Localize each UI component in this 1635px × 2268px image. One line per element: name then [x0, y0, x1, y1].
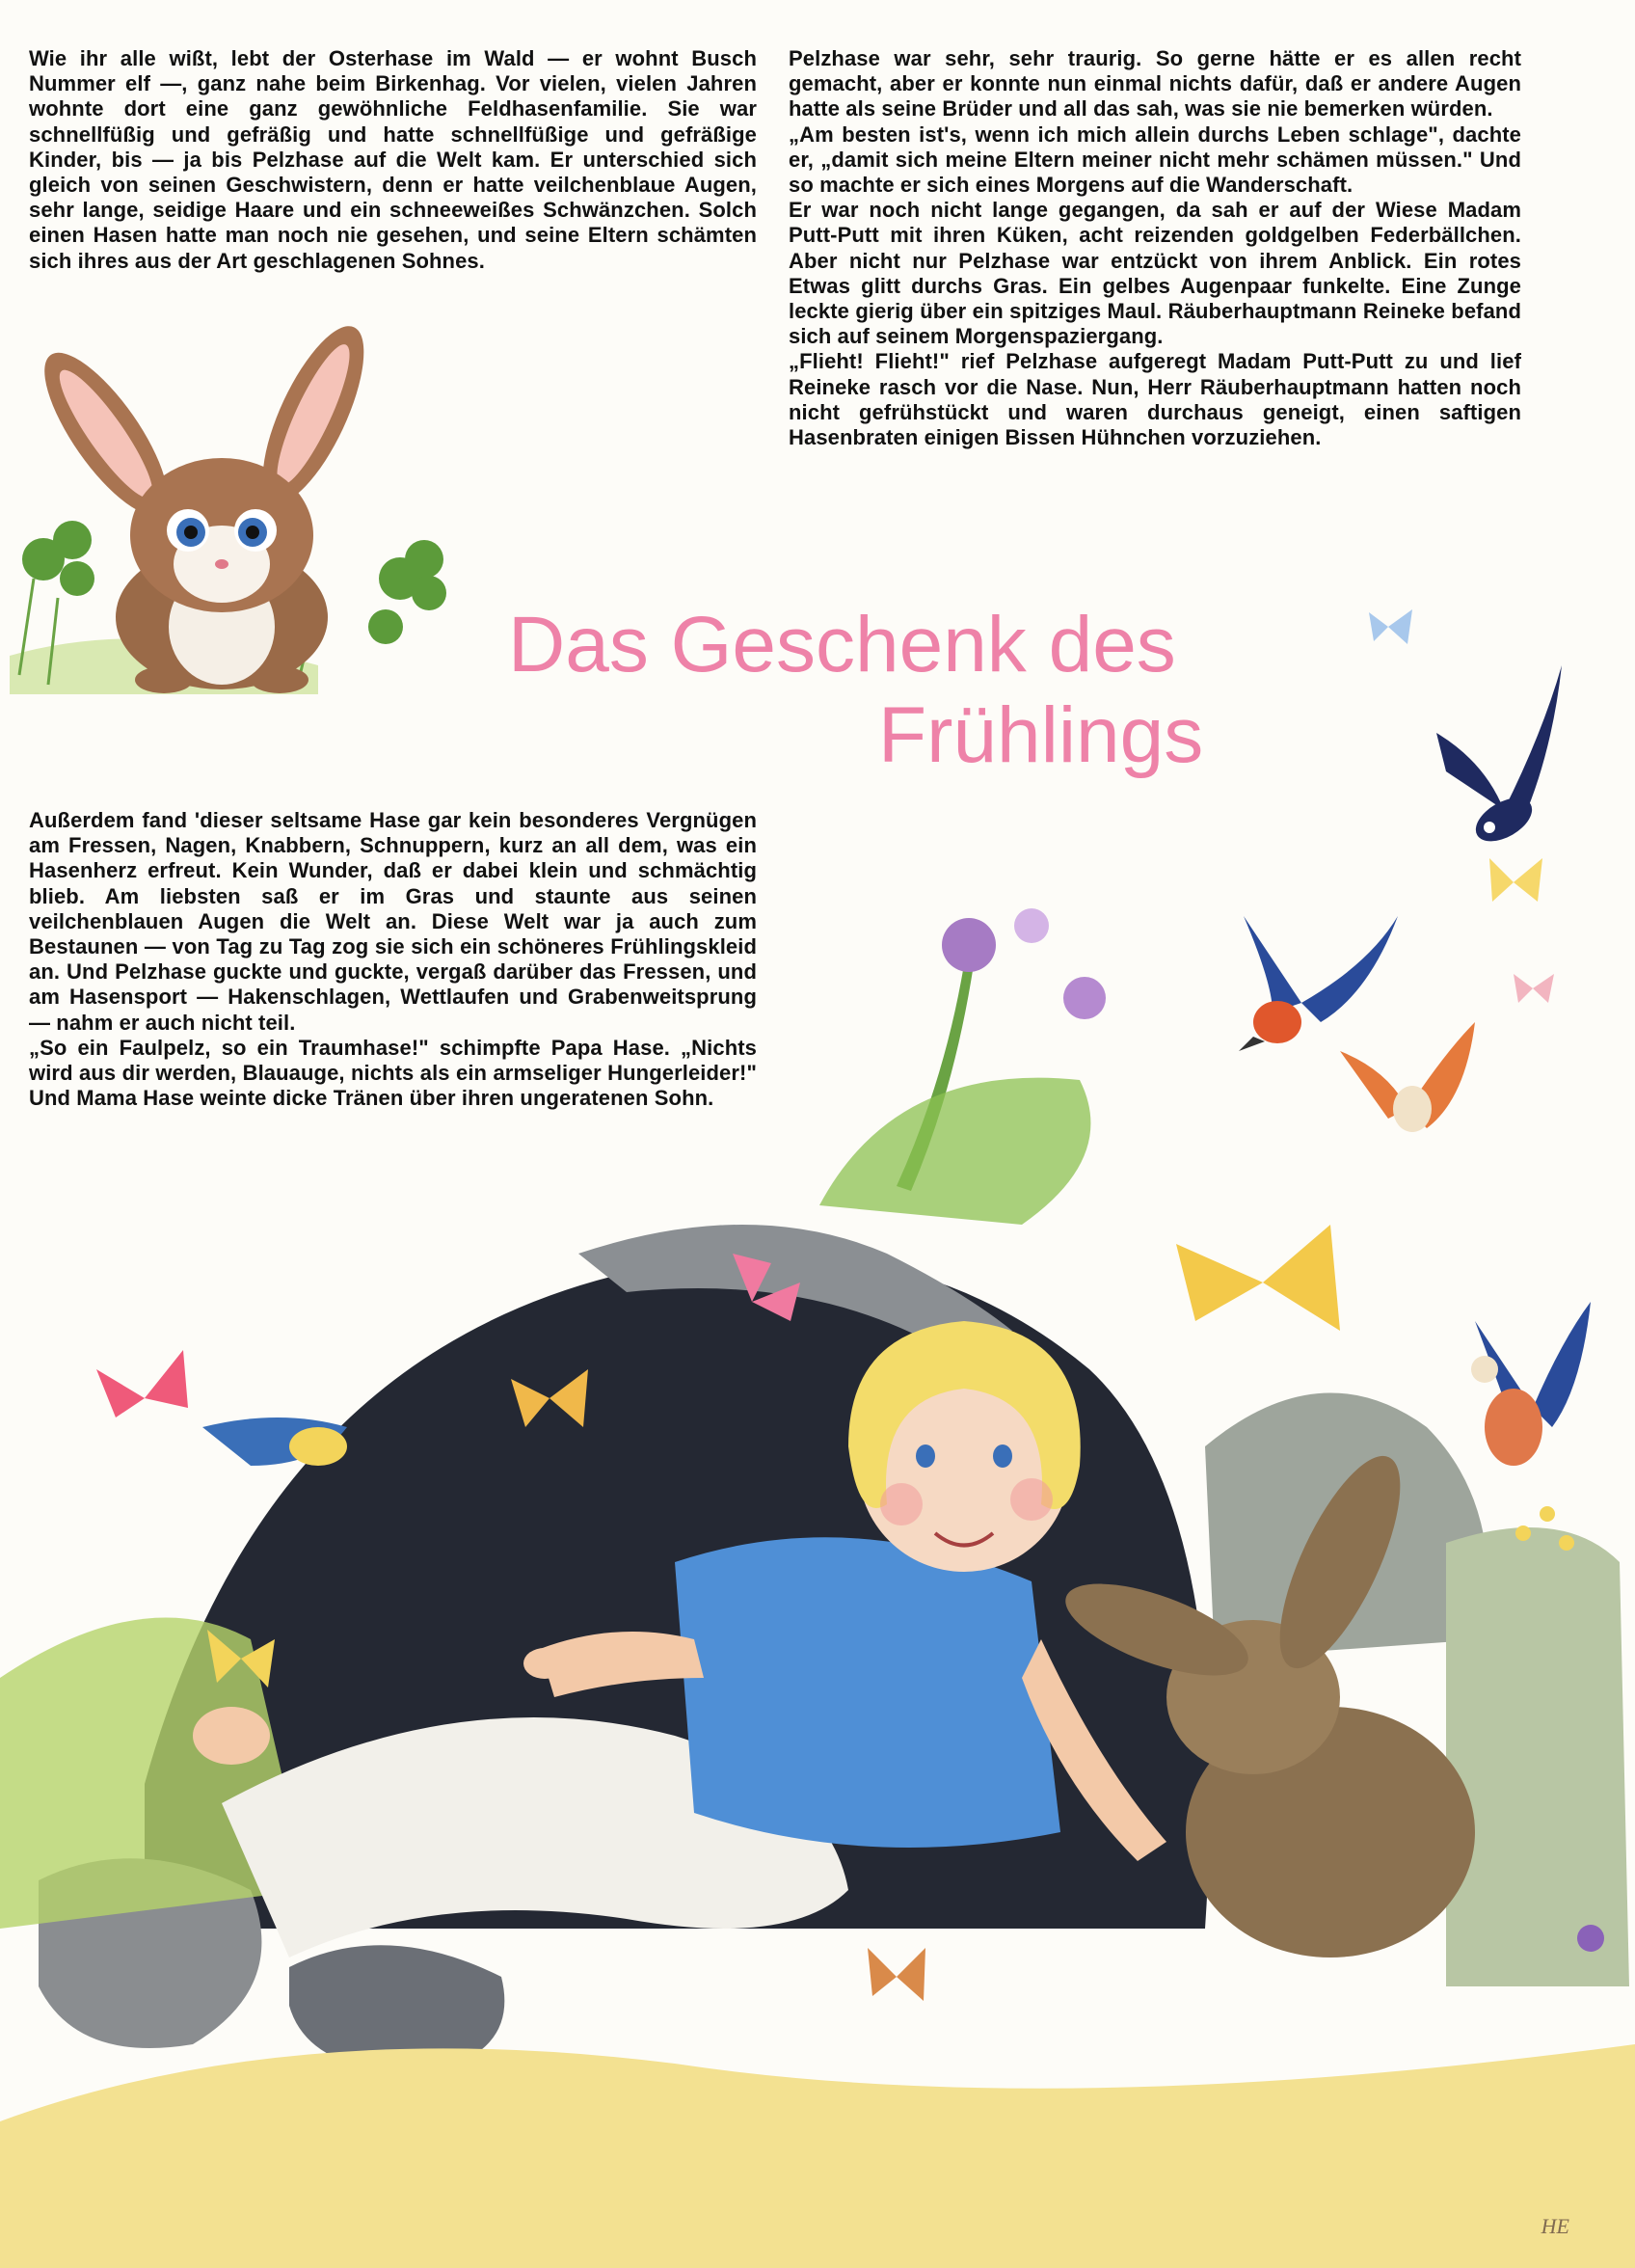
article-title-line-1: Das Geschenk des — [508, 601, 1176, 688]
paragraph: Außerdem fand 'dieser seltsame Hase gar kein besonderes Vergnügen am Fressen, Nagen, Knabbern, Schnuppern, kurz an all dem, was ein Hasenherz erfreut. Kein Wunder, daß er dabei klein und schmächtig blieb. Am liebsten saß er im Gras und staunte aus seinen veilchenblauen Augen die Welt an. Diese Welt war ja auch zum Bestaunen — von Tag zu Tag zog sie sich ein schöneres Frühlingskleid an. Und Pelzhase guckte und guckte, vergaß darüber das Fressen, und am Hasensport — Hakenschlagen, Wettlaufen und Grabenweitsprung — nahm er auch nicht teil. — [29, 808, 757, 1035]
bunny-illustration — [10, 313, 446, 694]
article-title-line-2: Frühlings — [878, 691, 1204, 779]
butterfly-icon — [1369, 609, 1412, 644]
butterfly-icon — [868, 1948, 925, 2001]
paragraph: „Am besten ist's, wenn ich mich allein durchs Leben schlage", dachte er, „damit sich meine Eltern meiner nicht mehr schämen müssen." Und so machte er sich eines Morgens auf die Wanderschaft. — [789, 122, 1521, 198]
paragraph: Wie ihr alle wißt, lebt der Osterhase im Wald — er wohnt Busch Nummer elf —, ganz nahe beim Birkenhag. Vor vielen, vielen Jahren wohnte dort eine ganz gewöhnliche Feldhasenfamilie. Sie war schnellfüßig und gefräßig und hatte schnellfüßige und gefräßige Kinder, bis — ja bis Pelzhase auf die Welt kam. Er unterschied sich gleich von seinen Geschwistern, denn er hatte veilchenblaue Augen, sehr lange, seidige Haare und ein schneeweißes Schwänzchen. Solch einen Hasen hatte man noch nie gesehen, und seine Eltern schämten sich ihres aus der Art geschlagenen Sohnes. — [29, 46, 757, 273]
paragraph: „So ein Faulpelz, so ein Traumhase!" schimpfte Papa Hase. „Nichts wird aus dir werden, Blauauge, nichts als ein armseliger Hungerleider!" Und Mama Hase weinte dicke Tränen über ihren ungeratenen Sohn. — [29, 1035, 757, 1111]
swallow-bird — [1436, 665, 1562, 850]
butterfly-icon — [1176, 1225, 1340, 1331]
butterfly-icon — [96, 1350, 188, 1418]
bird-red-1 — [1239, 916, 1398, 1051]
ground — [0, 2044, 1635, 2268]
paragraph: Pelzhase war sehr, sehr traurig. So gerne hätte er es allen recht gemacht, aber er konnte nun einmal nichts dafür, daß er andere Augen hatte als seine Brüder und all das sah, was sie nie bemerken würden. — [789, 46, 1521, 122]
bird-blue — [1471, 1302, 1591, 1466]
flower-cluster — [819, 908, 1106, 1225]
butterfly-icon — [1489, 858, 1542, 902]
bird-blue-tit — [202, 1418, 347, 1466]
bird-red-2 — [1340, 1022, 1475, 1132]
paragraph: Er war noch nicht lange gegangen, da sah er auf der Wiese Madam Putt-Putt mit ihren Küken, acht reizenden goldgelben Federbällchen. Aber nicht nur Pelzhase war entzückt von ihrem Anblick. Ein rotes Etwas glitt durchs Gras. Ein gelbes Augenpaar funkelte. Eine Zunge leckte gierig über ein spitziges Maul. Räuberhauptmann Reineke befand sich auf seinem Morgenspaziergang. — [789, 198, 1521, 349]
artist-signature: HE — [1541, 2214, 1569, 2238]
butterfly-icon — [1514, 974, 1554, 1003]
paragraph: „Flieht! Flieht!" rief Pelzhase aufgeregt Madam Putt-Putt zu und lief Reineke rasch vor die Nase. Nun, Herr Räuberhauptmann hatten noch nicht gefrühstückt und waren durchaus geneigt, einen saftigen Hasenbraten einigen Bissen Hühnchen vorzuziehen. — [789, 349, 1521, 450]
